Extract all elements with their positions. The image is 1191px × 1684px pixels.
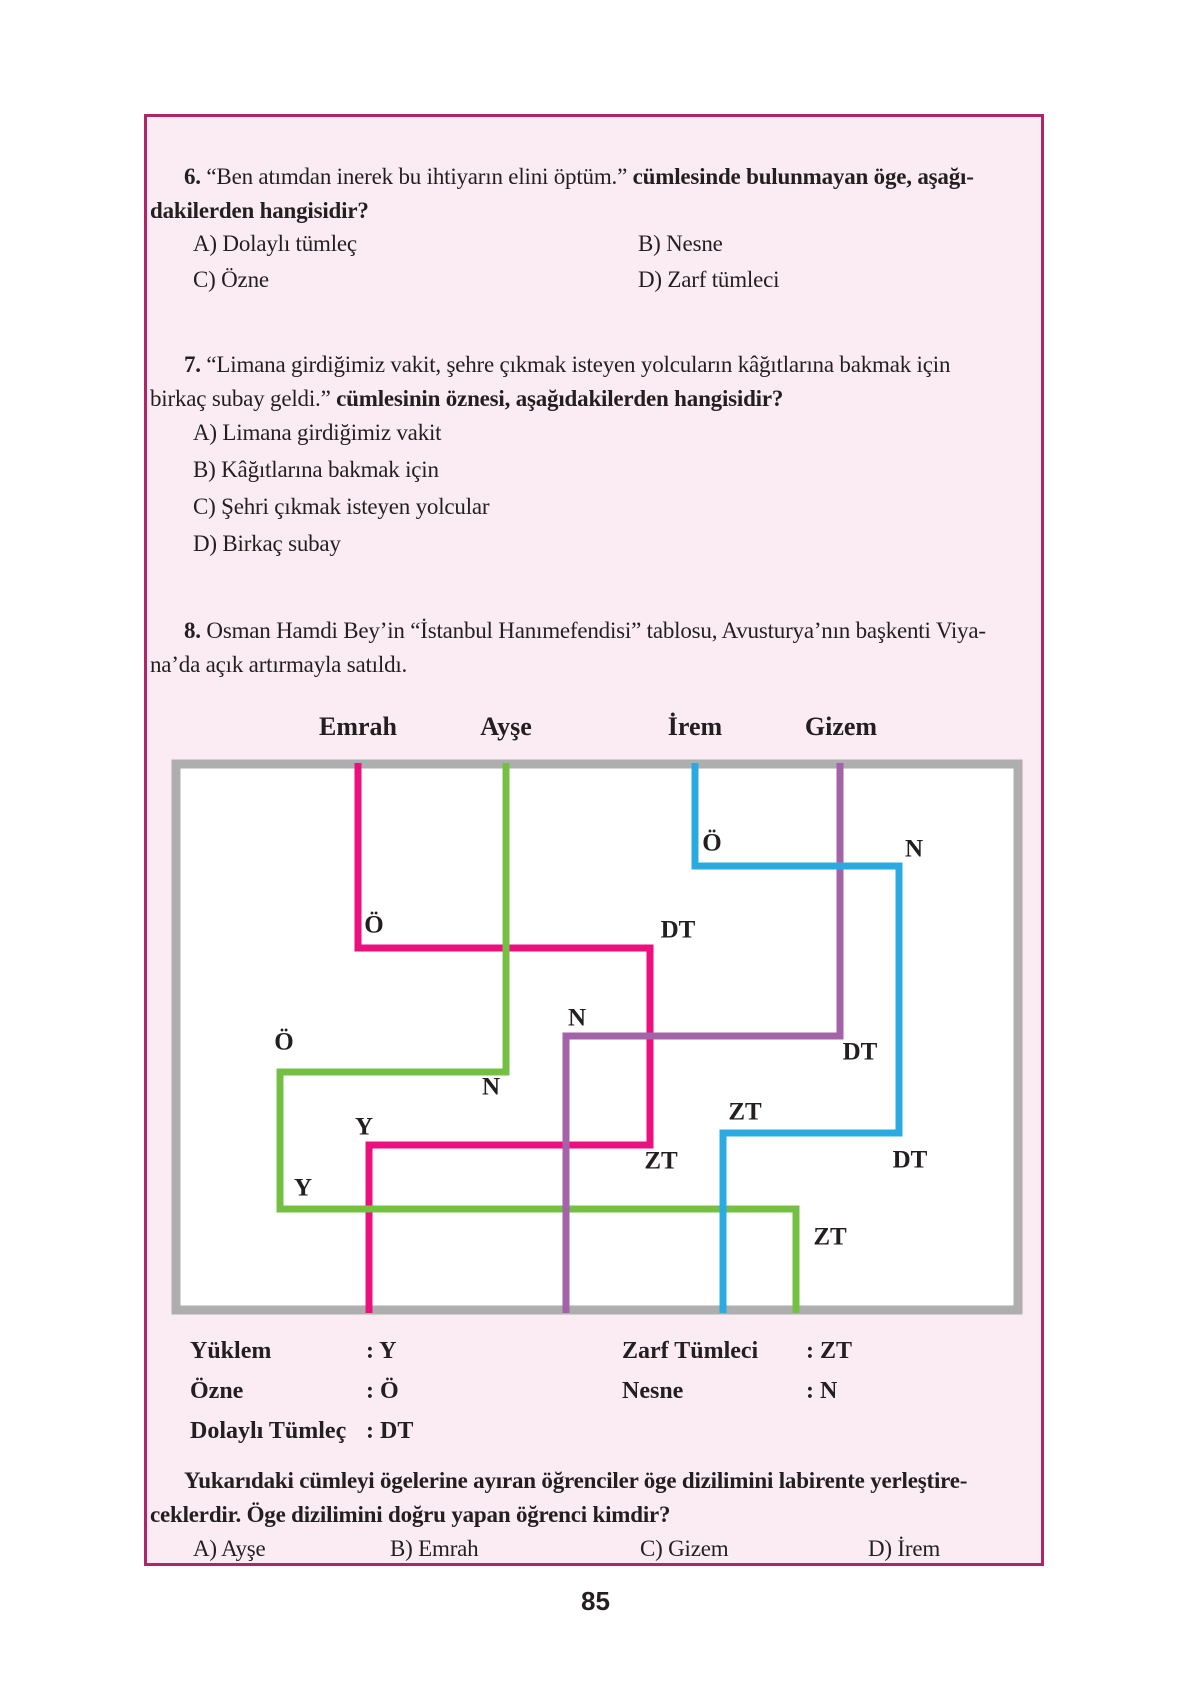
q7-option-a: A) Limana girdiğimiz vakit bbox=[193, 420, 442, 445]
q7-option-d: D) Birkaç subay bbox=[193, 531, 341, 556]
name-emrah: Emrah bbox=[319, 712, 397, 741]
question-7-number: 7. bbox=[184, 352, 201, 377]
question-8-number: 8. bbox=[184, 618, 201, 643]
question-6-stem: cümlesinde bulunmayan öge, aşağı- bbox=[632, 164, 974, 189]
question-6-quote: “Ben atımdan inerek bu ihtiyarın elini öptüm.” bbox=[206, 164, 628, 189]
question-7-quote-part1: “Limana girdiğimiz vakit, şehre çıkmak isteyen yolcuların kâğıtlarına bakmak için bbox=[206, 352, 951, 377]
label-yuklem-ayse: Y bbox=[293, 1174, 313, 1202]
label-nesne-gizem: N bbox=[567, 1004, 587, 1032]
name-ayse: Ayşe bbox=[480, 712, 532, 741]
legend-ozne-letter: : Ö bbox=[366, 1378, 399, 1404]
q6-option-b: B) Nesne bbox=[638, 231, 723, 256]
question-7-stem: cümlesinin öznesi, aşağıdakilerden hangisidir? bbox=[336, 386, 784, 411]
label-ozne-irem: Ö bbox=[702, 829, 722, 857]
legend-dolayli-tumlec-label: Dolaylı Tümleç bbox=[190, 1418, 347, 1444]
q6-option-d: D) Zarf tümleci bbox=[638, 267, 780, 292]
label-zarf-tumleci-emrah: ZT bbox=[644, 1147, 678, 1175]
q7-option-b: B) Kâğıtlarına bakmak için bbox=[193, 457, 439, 482]
page-number: 85 bbox=[581, 1586, 610, 1616]
final-question-line-2: ceklerdir. Öge dizilimini doğru yapan öğrenci kimdir? bbox=[150, 1502, 671, 1527]
legend-zarf-tumleci-label: Zarf Tümleci bbox=[622, 1338, 759, 1364]
legend-nesne-letter: : N bbox=[806, 1378, 838, 1404]
final-option-b: B) Emrah bbox=[390, 1536, 479, 1561]
q6-option-a: A) Dolaylı tümleç bbox=[193, 231, 357, 256]
label-ozne-emrah: Ö bbox=[364, 911, 384, 939]
q6-option-c: C) Özne bbox=[193, 267, 269, 292]
final-option-a: A) Ayşe bbox=[193, 1536, 266, 1561]
q7-option-c: C) Şehri çıkmak isteyen yolcular bbox=[193, 494, 490, 519]
question-7-quote-part2: birkaç subay geldi.” bbox=[150, 386, 331, 411]
legend-nesne-label: Nesne bbox=[622, 1378, 684, 1404]
question-6-number: 6. bbox=[184, 164, 201, 189]
label-nesne-ayse: N bbox=[481, 1073, 501, 1101]
question-6-line-2: dakilerden hangisidir? bbox=[150, 198, 369, 223]
label-ozne-ayse: Ö bbox=[274, 1028, 294, 1056]
final-question-line-1: Yukarıdaki cümleyi ögelerine ayıran öğrenciler öge dizilimini labirente yerleştire- bbox=[184, 1468, 968, 1493]
label-zarf-tumleci-irem: ZT bbox=[728, 1098, 762, 1126]
label-dolayli-tumlec-gizem: DT bbox=[842, 1038, 878, 1066]
legend-yuklem-label: Yüklem bbox=[190, 1338, 272, 1364]
legend-zarf-tumleci-letter: : ZT bbox=[806, 1338, 853, 1364]
final-option-c: C) Gizem bbox=[640, 1536, 729, 1561]
name-gizem: Gizem bbox=[804, 712, 878, 741]
question-8-line-2: na’da açık artırmayla satıldı. bbox=[150, 652, 408, 677]
label-zarf-tumleci-ayse: ZT bbox=[813, 1223, 847, 1251]
legend-yuklem-letter: : Y bbox=[366, 1338, 397, 1364]
label-yuklem-emrah: Y bbox=[354, 1113, 374, 1141]
label-nesne-irem: N bbox=[904, 835, 924, 863]
legend-dolayli-tumlec-letter: : DT bbox=[366, 1418, 414, 1444]
name-irem: İrem bbox=[667, 712, 723, 741]
label-dolayli-tumlec-emrah: DT bbox=[660, 916, 696, 944]
question-8-text-1: Osman Hamdi Bey’in “İstanbul Hanımefendisi” tablosu, Avusturya’nın başkenti Viya- bbox=[206, 618, 986, 643]
label-dolayli-tumlec-irem: DT bbox=[892, 1146, 928, 1174]
final-option-d: D) İrem bbox=[868, 1536, 941, 1561]
legend-ozne-label: Özne bbox=[190, 1378, 244, 1404]
